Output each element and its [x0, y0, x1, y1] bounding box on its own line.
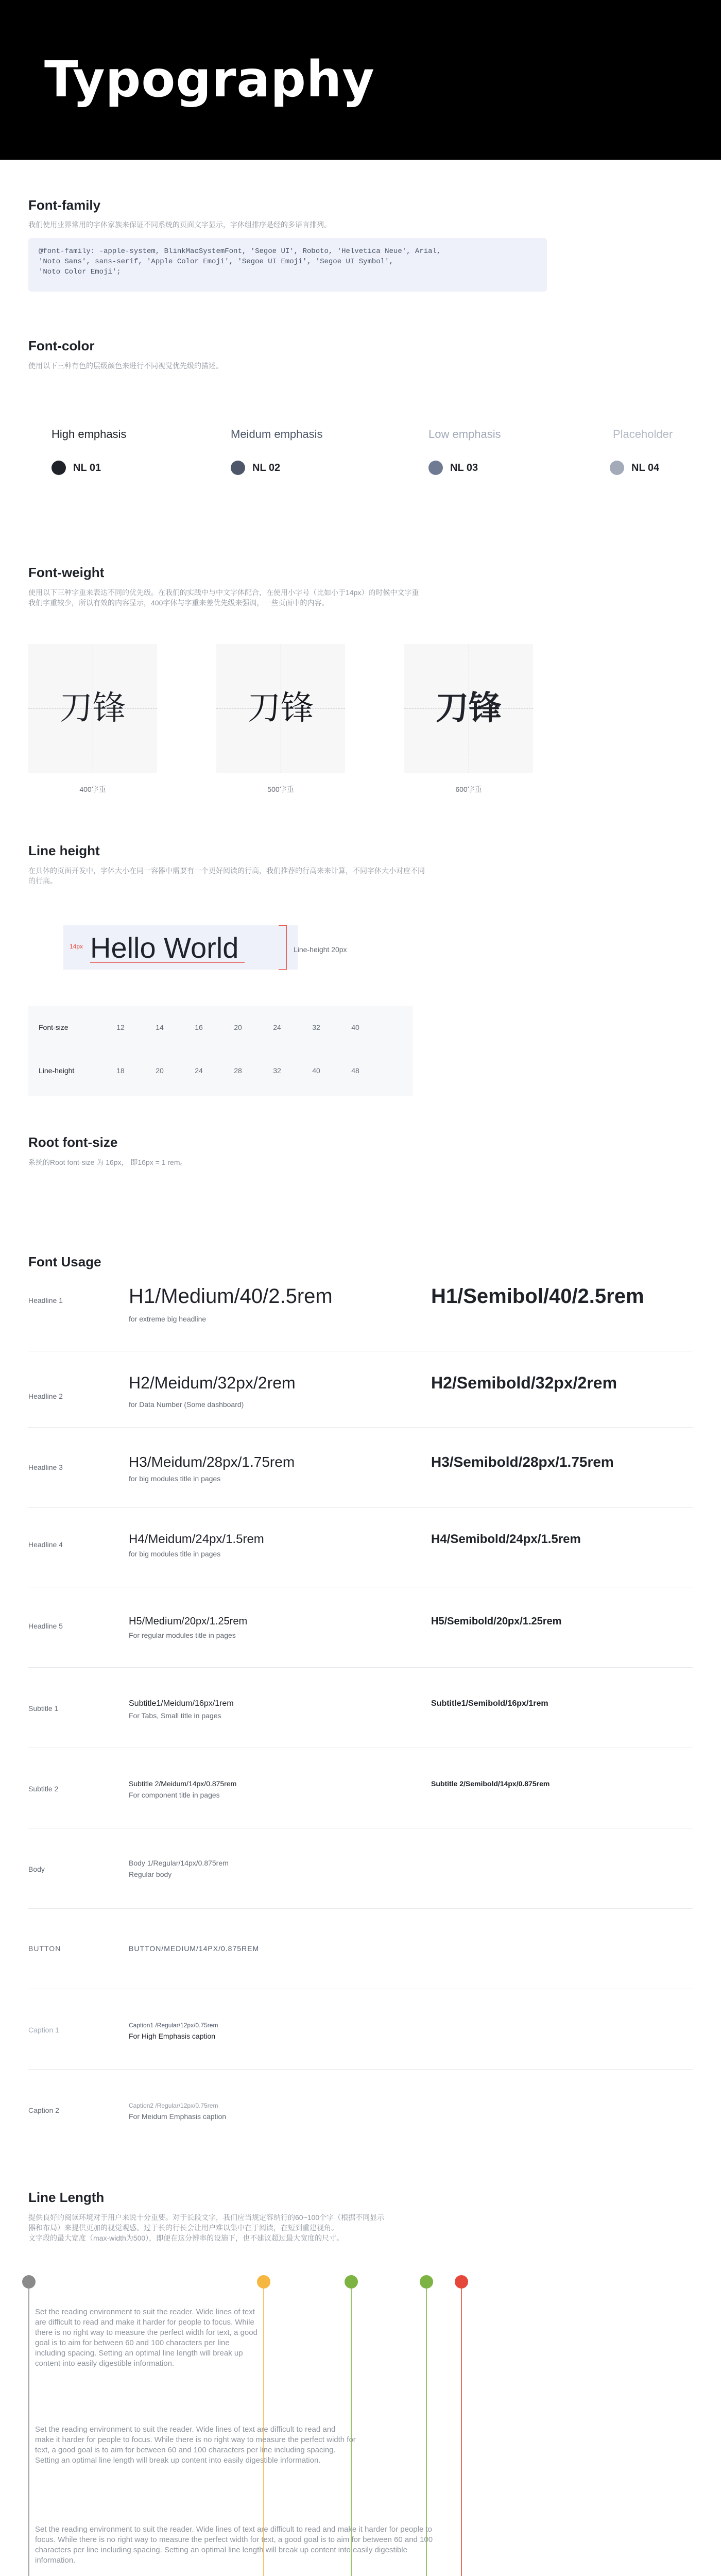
usage-description: For High Emphasis caption — [129, 2032, 216, 2040]
usage-description: For component title in pages — [129, 1791, 220, 1799]
weight-glyph: 刀锋 — [60, 689, 126, 727]
usage-sample: H3/Meidum/28px/1.75rem — [129, 1454, 295, 1470]
color-name: NL 04 — [631, 462, 660, 473]
table-cell: 14 — [156, 1023, 164, 1031]
line-length-desc — [28, 2212, 384, 2243]
usage-label: BUTTON — [28, 1944, 61, 1953]
usage-sample: Subtitle 2/Meidum/14px/0.875rem — [129, 1780, 237, 1788]
desc-line: 使用以下三种字重来表达不同的优先级。在我们的实践中与中文字体配合，在使用小字号（比如小于14px）的时候中文字重 — [28, 588, 419, 597]
font-family-desc: 我们使用业界常用的字体家族来保证不同系统的页面文字显示，字体组排序是经的多语言排列。 — [28, 221, 331, 229]
color-chip — [52, 461, 101, 475]
weight-caption: 400字重 — [79, 785, 106, 793]
root-font-desc: 系统的Root font-size 为 16px， 即16px = 1 rem。 — [28, 1158, 187, 1166]
table-cell: 24 — [195, 1066, 203, 1075]
line-length-guide-line — [28, 2289, 29, 2576]
usage-description: For regular modules title in pages — [129, 1631, 236, 1639]
line-height-table — [28, 1006, 413, 1096]
usage-sample-semibold: Subtitle 2/Semibold/14px/0.875rem — [431, 1780, 550, 1788]
line-height-desc — [28, 866, 425, 886]
usage-row-caption1 — [28, 1989, 693, 2070]
line-height-title: Line height — [28, 843, 100, 858]
usage-sample-semibold: H3/Semibold/28px/1.75rem — [431, 1454, 614, 1470]
color-swatch — [231, 461, 245, 475]
usage-row-h5 — [28, 1587, 693, 1668]
color-chip — [428, 461, 478, 475]
line-length-title: Line Length — [28, 2190, 105, 2205]
table-cell: 32 — [312, 1023, 320, 1031]
desc-line: 文字段的最大宽度（max-width为500），即便在这分辨率的设施下，也不建议超过最大宽度的尺寸。 — [28, 2234, 344, 2242]
line-length-guide-line — [461, 2289, 462, 2576]
weight-sample-400 — [28, 644, 157, 773]
usage-sample: Body 1/Regular/14px/0.875rem — [129, 1859, 229, 1867]
weight-sample-600 — [404, 644, 533, 773]
usage-description: For Tabs, Small title in pages — [129, 1711, 221, 1720]
table-cell: 20 — [156, 1066, 164, 1075]
table-row — [28, 1006, 375, 1049]
usage-sample: H1/Medium/40/2.5rem — [129, 1285, 333, 1308]
table-cell: 28 — [234, 1066, 242, 1075]
desc-line: 提供良好的阅读环境对于用户来说十分重要。对于长段文字，我们应当规定容纳行的60~100个字（根据不同显示 — [28, 2213, 385, 2222]
font-color-desc: 使用以下三种有色的层级颜色来进行不同视觉优先级的描述。 — [28, 362, 223, 370]
usage-sample-semibold: H1/Semibol/40/2.5rem — [431, 1285, 644, 1308]
desc-line: 在具体的页面开发中，字体大小在同一容器中需要有一个更好阅读的行高，我们推荐的行高来来计算，不同字体大小对应不同 — [28, 867, 425, 875]
line-height-annotation: Line-height 20px — [294, 945, 347, 954]
usage-sample: Caption1 /Regular/12px/0.75rem — [129, 2022, 218, 2029]
usage-sample-semibold: H5/Semibold/20px/1.25rem — [431, 1616, 562, 1627]
color-swatch — [428, 461, 443, 475]
usage-sample-semibold: Subtitle1/Semibold/16px/1rem — [431, 1699, 548, 1708]
code-line: 'Noto Color Emoji'; — [39, 268, 121, 276]
color-chip — [610, 461, 659, 475]
table-cell: 48 — [351, 1066, 359, 1075]
table-cell: 18 — [116, 1066, 125, 1075]
color-swatch — [610, 461, 624, 475]
weight-caption: 600字重 — [455, 785, 482, 793]
usage-row-h4 — [28, 1507, 693, 1587]
table-cell: 32 — [273, 1066, 281, 1075]
usage-description: For Meidum Emphasis caption — [129, 2112, 227, 2121]
usage-label: Caption 2 — [28, 2106, 59, 2114]
usage-row-subtitle1 — [28, 1667, 693, 1748]
line-length-sample-narrow: Set the reading environment to suit the reader. Wide lines of text are difficult to read and make it harder for people to focus. While there is no right way to measure the perfect width for text, a good goal is to aim for between 60 and 100 characters per line including spacing. Setting an optimal line length will break up content into easily digestible information. — [35, 2308, 258, 2368]
line-length-marker-dot — [345, 2275, 358, 2289]
table-cell: 16 — [195, 1023, 203, 1031]
desc-line: 的行高。 — [28, 877, 57, 885]
table-cell: 20 — [234, 1023, 242, 1031]
weight-caption: 500字重 — [267, 785, 294, 793]
font-weight-desc — [28, 587, 419, 608]
line-length-marker-dot — [257, 2275, 270, 2289]
usage-sample: Caption2 /Regular/12px/0.75rem — [129, 2102, 218, 2109]
font-usage-title: Font Usage — [28, 1254, 101, 1269]
table-cell: 24 — [273, 1023, 281, 1031]
color-name: NL 02 — [252, 462, 281, 473]
usage-description: for extreme big headline — [129, 1315, 207, 1323]
usage-row-button — [28, 1908, 693, 1989]
color-swatch — [52, 461, 66, 475]
usage-description: for big modules title in pages — [129, 1475, 221, 1483]
usage-row-h2 — [28, 1351, 693, 1428]
usage-row-h1 — [28, 1277, 693, 1351]
desc-line: 器和布局）来提供更加的视觉观感。过于长的行长会让用户难以集中在于阅读，在短到重建视角。 — [28, 2224, 338, 2232]
line-height-bracket — [279, 925, 287, 970]
line-length-sample-wide: Set the reading environment to suit the reader. Wide lines of text are difficult to read and make it harder for people to focus. While there is no right way to measure the perfect width for text, a good goal is to aim for between 60 and 100 characters per line including spacing. Setting an optimal line length will break up content into easily digestible information. — [35, 2525, 433, 2565]
color-name: NL 03 — [450, 462, 478, 473]
emphasis-heading: Low emphasis — [428, 428, 501, 440]
usage-label: Headline 1 — [28, 1296, 63, 1304]
usage-row-h3 — [28, 1427, 693, 1508]
emphasis-heading: Placeholder — [613, 428, 673, 440]
root-font-title: Root font-size — [28, 1134, 118, 1150]
emphasis-heading: Meidum emphasis — [231, 428, 323, 440]
usage-label: Headline 3 — [28, 1463, 63, 1471]
font-color-title: Font-color — [28, 338, 95, 353]
code-line: 'Noto Sans', sans-serif, 'Apple Color Emoji', 'Segoe UI Emoji', 'Segoe UI Symbol', — [39, 258, 393, 266]
usage-sample-semibold: H4/Semibold/24px/1.5rem — [431, 1532, 581, 1546]
line-length-marker-dot — [420, 2275, 433, 2289]
usage-sample: H5/Medium/20px/1.25rem — [129, 1616, 248, 1627]
weight-glyph: 刀锋 — [248, 689, 314, 727]
line-height-grid — [28, 1006, 375, 1092]
usage-description: for big modules title in pages — [129, 1550, 221, 1558]
baseline-line — [90, 962, 245, 963]
usage-description: Regular body — [129, 1870, 172, 1878]
desc-line: 我们字重较少，所以有效的内容显示，400字体与字重来差优先级来强调，一些页面中的内容。 — [28, 599, 329, 607]
usage-row-subtitle2 — [28, 1748, 693, 1828]
usage-label: Headline 5 — [28, 1622, 63, 1630]
usage-sample: H2/Meidum/32px/2rem — [129, 1374, 296, 1392]
usage-sample: BUTTON/MEDIUM/14PX/0.875REM — [129, 1944, 260, 1953]
line-length-marker-dot — [22, 2275, 36, 2289]
table-cell: 12 — [116, 1023, 125, 1031]
usage-description: for Data Number (Some dashboard) — [129, 1400, 244, 1409]
usage-sample: H4/Meidum/24px/1.5rem — [129, 1532, 264, 1546]
emphasis-heading: High emphasis — [52, 428, 127, 440]
usage-label: Subtitle 1 — [28, 1704, 59, 1713]
usage-label: Headline 2 — [28, 1392, 63, 1400]
weight-glyph: 刀锋 — [436, 689, 502, 727]
color-chip — [231, 461, 280, 475]
line-height-demo — [63, 925, 298, 970]
usage-label: Subtitle 2 — [28, 1785, 59, 1793]
usage-label: Caption 1 — [28, 2026, 59, 2034]
table-row — [28, 1049, 375, 1092]
line-length-sample-medium: Set the reading environment to suit the reader. Wide lines of text are difficult to read and make it harder for people to focus. While there is no right way to measure the perfect width for text, a good goal is to aim for between 60 and 100 characters per line including spacing. Setting an optimal line length will break up content into easily digestible information. — [35, 2425, 356, 2465]
usage-row-caption2 — [28, 2069, 693, 2149]
table-cell: 40 — [312, 1066, 320, 1075]
font-size-annotation: 14px — [70, 943, 83, 950]
table-cell: 40 — [351, 1023, 359, 1031]
row-header: Line-height — [39, 1066, 75, 1075]
font-family-title: Font-family — [28, 197, 101, 213]
row-header: Font-size — [39, 1023, 68, 1031]
font-family-code — [28, 238, 547, 292]
usage-label: Body — [28, 1865, 45, 1873]
color-name: NL 01 — [73, 462, 101, 473]
demo-text: Hello World — [90, 931, 239, 964]
font-weight-title: Font-weight — [28, 565, 105, 580]
usage-sample: Subtitle1/Meidum/16px/1rem — [129, 1699, 234, 1708]
code-line: @font-family: -apple-system, BlinkMacSystemFont, 'Segoe UI', Roboto, 'Helvetica Neue', Arial, — [39, 247, 441, 256]
usage-row-body — [28, 1828, 693, 1909]
page-title: Typography — [44, 50, 375, 108]
line-length-marker-dot — [455, 2275, 468, 2289]
usage-sample-semibold: H2/Semibold/32px/2rem — [431, 1374, 617, 1392]
usage-label: Headline 4 — [28, 1540, 63, 1549]
weight-sample-500 — [216, 644, 345, 773]
